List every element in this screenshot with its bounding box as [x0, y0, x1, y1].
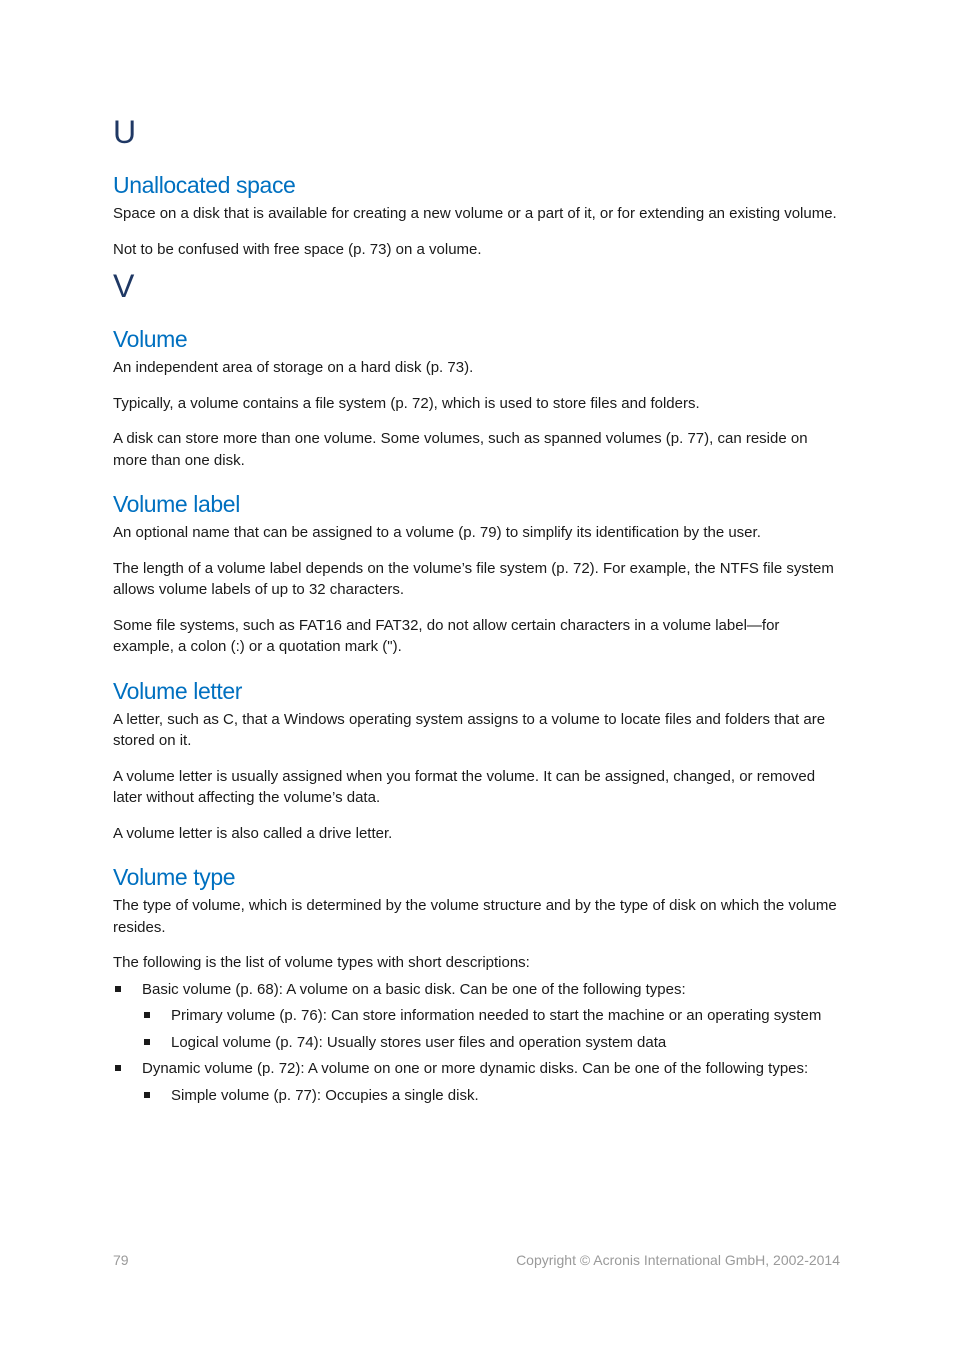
list-item-primary-volume: Primary volume (p. 76): Can store information needed to start the machine or an operating system — [113, 1005, 840, 1027]
paragraph: Typically, a volume contains a file system (p. 72), which is used to store files and folders. — [113, 394, 700, 412]
section-letter-u: U — [113, 114, 137, 150]
copyright-notice: Copyright © Acronis International GmbH, 2002-2014 — [516, 1252, 840, 1268]
paragraph: An independent area of storage on a hard disk (p. 73). — [113, 359, 474, 376]
term-heading-volume-type: Volume type — [113, 864, 236, 890]
paragraph: A disk can store more than one volume. Some volumes, such as spanned volumes (p. 77), can reside on more than one disk. — [113, 430, 808, 469]
list-item-simple-volume: Simple volume (p. 77): Occupies a single disk. — [113, 1085, 840, 1107]
paragraph: A volume letter is usually assigned when you format the volume. It can be assigned, changed, or removed later without affecting the volume’s data. — [113, 767, 816, 806]
paragraph: Not to be confused with free space (p. 73) on a volume. — [113, 240, 482, 258]
volume-type-list — [113, 979, 840, 1107]
paragraph: The length of a volume label depends on the volume’s file system (p. 72). For example, the NTFS file system allows volume labels of up to 32 characters. — [113, 559, 834, 598]
term-heading-volume-label: Volume label — [113, 491, 240, 517]
paragraph: The following is the list of volume types with short descriptions: — [113, 954, 530, 971]
paragraph: An optional name that can be assigned to a volume (p. 79) to simplify its identification by the user. — [113, 524, 761, 541]
paragraph: A volume letter is also called a drive letter. — [113, 824, 393, 842]
list-item-dynamic-volume: Dynamic volume (p. 72): A volume on one or more dynamic disks. Can be one of the following types: — [113, 1058, 840, 1080]
list-item-logical-volume: Logical volume (p. 74): Usually stores user files and operation system data — [113, 1032, 840, 1054]
paragraph: Space on a disk that is available for creating a new volume or a part of it, or for extending an existing volume. — [113, 205, 837, 222]
square-bullet-icon — [144, 1092, 150, 1098]
glossary-page — [113, 112, 840, 1106]
paragraph: The type of volume, which is determined by the volume structure and by the type of disk on which the volume resides. — [113, 897, 837, 936]
page-number: 79 — [113, 1252, 129, 1268]
square-bullet-icon — [115, 1065, 121, 1071]
term-heading-volume-letter: Volume letter — [113, 677, 243, 704]
square-bullet-icon — [144, 1012, 150, 1018]
list-item-basic-volume: Basic volume (p. 68): A volume on a basic disk. Can be one of the following types: — [113, 979, 840, 1001]
paragraph: Some file systems, such as FAT16 and FAT32, do not allow certain characters in a volume label—for example, a colon (:) or a quotation mark ("). — [113, 616, 780, 655]
term-heading-volume: Volume — [113, 326, 188, 352]
term-heading-unallocated-space: Unallocated space — [113, 172, 296, 198]
section-letter-v: V — [113, 268, 135, 304]
paragraph: A letter, such as C, that a Windows operating system assigns to a volume to locate files and folders that are stored on it. — [113, 710, 826, 749]
square-bullet-icon — [144, 1039, 150, 1045]
square-bullet-icon — [115, 986, 121, 992]
